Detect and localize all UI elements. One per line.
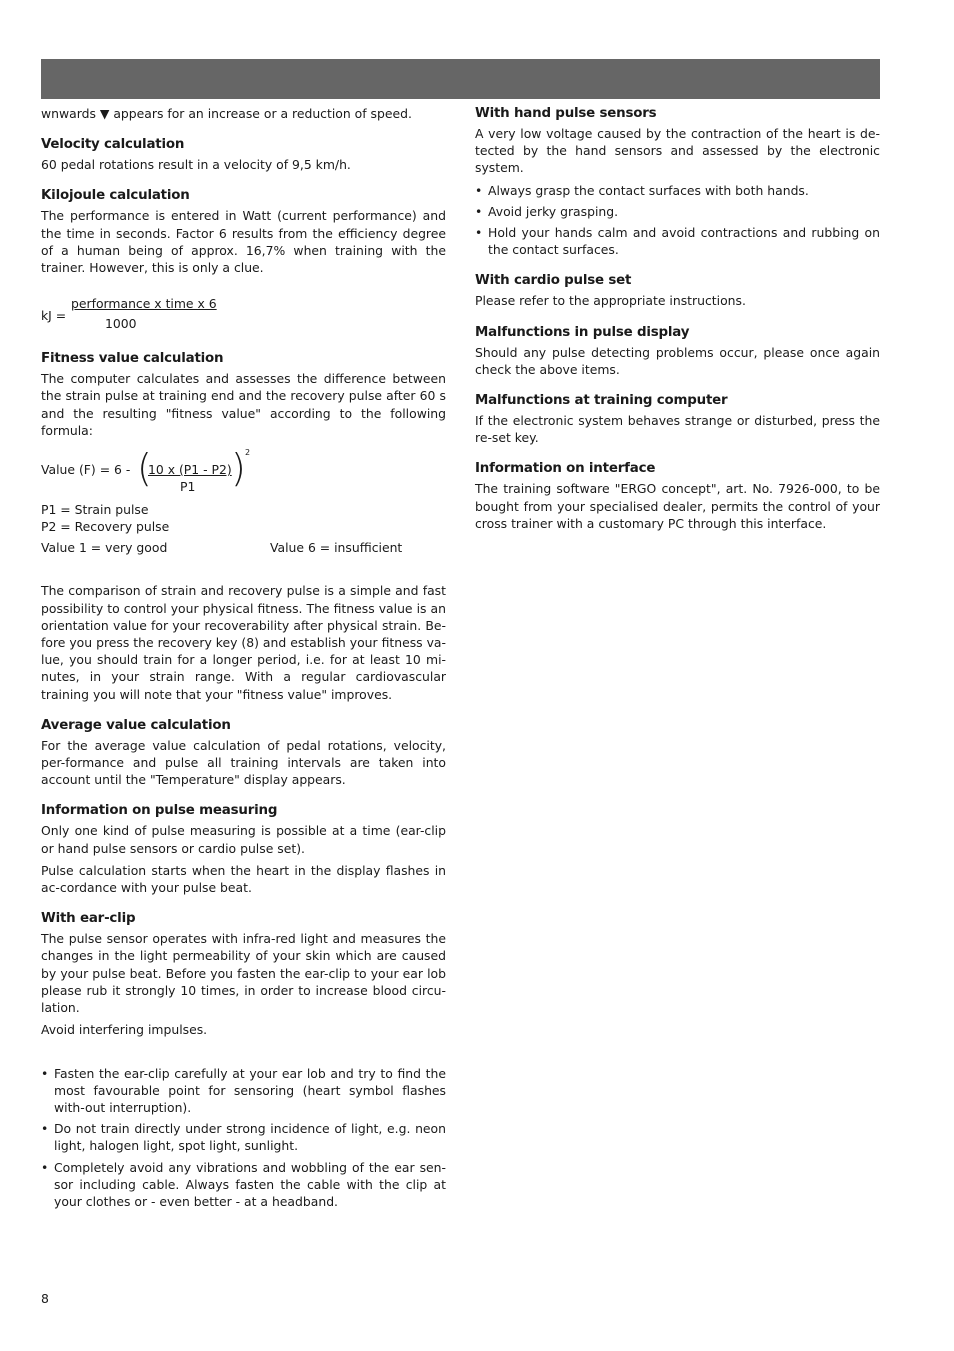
kilojoule-text: The performance is entered in Watt (current performance) and the time in seconds. Factor 6 results from the efficiency degree of a human being of approx. 16,7% when training with the trainer. However, this is only a clue. bbox=[41, 208, 446, 276]
fitness-formula-numerator: 10 x (P1 - P2) bbox=[148, 462, 232, 478]
velocity-heading: Velocity calculation bbox=[41, 137, 185, 153]
continued-text: wnwards ▼ appears for an increase or a reduction of speed. bbox=[41, 106, 412, 121]
interface-heading: Information on interface bbox=[475, 461, 656, 477]
ear-clip-text-2: Avoid interfering impulses. bbox=[41, 1022, 208, 1038]
fitness-explanation: The comparison of strain and recovery pulse is a simple and fast possibility to control your physical fitness. The fitness value is an orientation value for your recoverability after physical strain. Be-fore you press the recovery key (8) and establish your fitness va-lue, you should train for a longer period, i.e. for at least 10 mi-nutes, in your strain range. With a regular cardiovascular training you will note that your "fitness value" improves. bbox=[41, 583, 446, 702]
pulse-info-text-2: Pulse calculation starts when the heart in the display flashes in ac-cordance with your pulse beat. bbox=[41, 862, 446, 896]
malfunction-computer-text: If the electronic system behaves strange or disturbed, press the re-set key. bbox=[475, 413, 880, 446]
hand-pulse-text: A very low voltage caused by the contraction of the heart is de-tected by the hand sensors and assessed by the electronic system. bbox=[475, 126, 880, 176]
value-scale bbox=[41, 539, 446, 559]
fitness-heading: Fitness value calculation bbox=[41, 351, 224, 367]
list-item: • Avoid jerky grasping. bbox=[475, 203, 880, 220]
value-6-label: Value 6 = insufficient bbox=[270, 540, 403, 556]
p1-definition: P1 = Strain pulse bbox=[41, 502, 149, 518]
page-number: 8 bbox=[41, 1291, 49, 1306]
pulse-info-heading: Information on pulse measuring bbox=[41, 803, 278, 819]
ear-clip-bullet-list bbox=[41, 1065, 446, 1211]
right-column bbox=[475, 105, 880, 532]
list-item: • Hold your hands calm and avoid contractions and rubbing on the contact surfaces. bbox=[475, 224, 880, 258]
list-item: • Completely avoid any vibrations and wobbling of the ear sen-sor including cable. Always fasten the cable with the clip at your clothes or - even better - at a headband. bbox=[41, 1159, 446, 1211]
list-item: • Always grasp the contact surfaces with both hands. bbox=[475, 182, 880, 199]
velocity-text: 60 pedal rotations result in a velocity of 9,5 km/h. bbox=[41, 157, 351, 173]
malfunction-pulse-text: Should any pulse detecting problems occur, please once again check the above items. bbox=[475, 344, 880, 377]
interface-text: The training software "ERGO concept", art. No. 7926-000, to be bought from your specialised dealer, permits the control of your cross trainer with a customary PC through this interface. bbox=[475, 481, 880, 531]
hand-pulse-bullet-list bbox=[475, 182, 880, 259]
average-heading: Average value calculation bbox=[41, 717, 231, 733]
kj-formula-label: kJ = bbox=[41, 308, 67, 324]
cardio-text: Please refer to the appropriate instructions. bbox=[475, 293, 746, 309]
list-item: • Fasten the ear-clip carefully at your ear lob and try to find the most favourable point for sensoring (heart symbol flashes with-out interruption). bbox=[41, 1065, 446, 1117]
cardio-heading: With cardio pulse set bbox=[475, 273, 632, 289]
value-1-label: Value 1 = very good bbox=[41, 540, 168, 556]
fitness-formula bbox=[41, 446, 446, 501]
left-column bbox=[41, 105, 446, 1214]
list-item: • Do not train directly under strong incidence of light, e.g. neon light, halogen light, spot light, sunlight. bbox=[41, 1120, 446, 1154]
kj-formula-denominator: 1000 bbox=[105, 316, 137, 332]
pulse-info-text-1: Only one kind of pulse measuring is possible at a time (ear-clip or hand pulse sensors or cardio pulse set). bbox=[41, 823, 446, 856]
open-parenthesis: ( bbox=[137, 446, 152, 491]
ear-clip-heading: With ear-clip bbox=[41, 911, 136, 927]
kilojoule-heading: Kilojoule calculation bbox=[41, 188, 190, 204]
ear-clip-text: The pulse sensor operates with infra-red light and measures the changes in the light permeability of your skin which are caused by your pulse beat. Before you fasten the ear-clip to your ear lob please rub it strongly 10 times, in order to increase blood circu-lation. bbox=[41, 931, 446, 1016]
kilojoule-formula bbox=[41, 296, 446, 336]
header-bar bbox=[41, 59, 880, 99]
close-parenthesis: ) bbox=[231, 446, 246, 491]
kj-formula-numerator: performance x time x 6 bbox=[71, 296, 217, 312]
malfunction-pulse-heading: Malfunctions in pulse display bbox=[475, 324, 690, 340]
average-text: For the average value calculation of pedal rotations, velocity, per-formance and pulse all training intervals are taken into account until the "Temperature" display appears. bbox=[41, 737, 446, 788]
malfunction-computer-heading: Malfunctions at training computer bbox=[475, 393, 728, 409]
fitness-text: The computer calculates and assesses the difference between the strain pulse at training end and the recovery pulse after 60 s and the resulting "fitness value" according to the following formula: bbox=[41, 371, 446, 438]
fitness-formula-denominator: P1 bbox=[180, 479, 196, 495]
hand-pulse-heading: With hand pulse sensors bbox=[475, 106, 657, 121]
p2-definition: P2 = Recovery pulse bbox=[41, 519, 170, 535]
fitness-formula-label: Value (F) = 6 - bbox=[41, 462, 131, 478]
fitness-formula-exponent: 2 bbox=[245, 448, 251, 458]
